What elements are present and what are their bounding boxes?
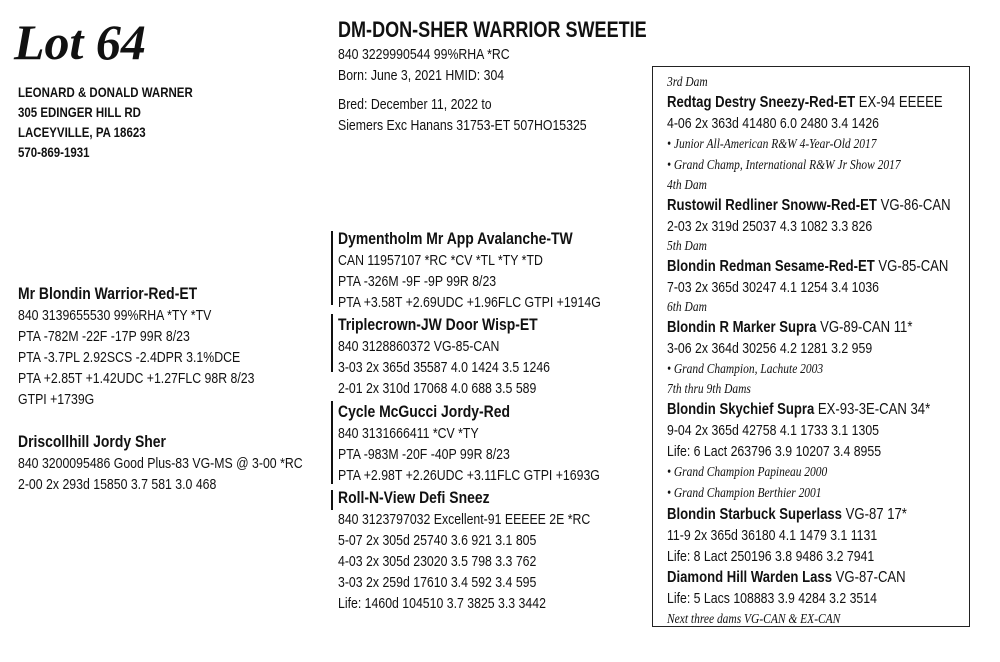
- dam7-class: EX-93-3E-CAN 34*: [817, 401, 931, 418]
- cow-bred-line2: Siemers Exc Hanans 31753-ET 507HO15325: [338, 117, 587, 134]
- owner-address1: 305 EDINGER HILL RD: [18, 104, 141, 120]
- dam8-heading: [667, 504, 951, 525]
- dam3-label: 3rd Dam: [667, 75, 708, 90]
- dam7-life: Life: 6 Lact 263796 3.9 10207 3.4 8955: [667, 443, 882, 460]
- cow-name: DM-DON-SHER WARRIOR SWEETIE: [338, 17, 647, 42]
- cow-id-line: 840 3229990544 99%RHA *RC: [338, 46, 510, 63]
- dam7-name: Blondin Skychief Supra: [667, 401, 815, 418]
- dam7-record: 9-04 2x 365d 42758 4.1 1733 3.1 1305: [667, 422, 880, 439]
- dam7-heading: [667, 399, 951, 420]
- dam-name: Driscollhill Jordy Sher: [18, 432, 166, 451]
- dam5-name: Blondin Redman Sesame-Red-ET: [667, 258, 875, 275]
- dam-dam-line: 4-03 2x 305d 23020 3.5 798 3.3 762: [338, 553, 537, 570]
- dam-block: [18, 431, 303, 495]
- sire-line: PTA -3.7PL 2.92SCS -2.4DPR 3.1%DCE: [18, 349, 241, 366]
- sire-dam-line: 3-03 2x 365d 35587 4.0 1424 3.5 1246: [338, 359, 551, 376]
- sire-sire-line: PTA +3.58T +2.69UDC +1.96FLC GTPI +1914G: [338, 294, 601, 311]
- sire-sire-line: PTA -326M -9F -9P 99R 8/23: [338, 273, 497, 290]
- sire-sire-line: CAN 11957107 *RC *CV *TL *TY *TD: [338, 252, 543, 269]
- maternal-line-box: [652, 66, 970, 627]
- dam9-class: VG-87-CAN: [835, 569, 906, 586]
- dam6-name: Blondin R Marker Supra: [667, 319, 817, 336]
- sire-line: 840 3139655530 99%RHA *TY *TV: [18, 307, 212, 324]
- owner-block: [18, 82, 193, 162]
- dam-dam-line: 840 3123797032 Excellent-91 EEEEE 2E *RC: [338, 511, 591, 528]
- dam-sire-line: 840 3131666411 *CV *TY: [338, 425, 479, 442]
- dam5-heading: [667, 256, 951, 277]
- cow-header: [338, 16, 647, 136]
- sire-line: GTPI +1739G: [18, 391, 95, 408]
- sire-dam-line: 2-01 2x 310d 17068 4.0 688 3.5 589: [338, 380, 537, 397]
- dam6-class: VG-89-CAN 11*: [820, 319, 913, 336]
- dam-dam-block: [338, 487, 590, 614]
- sire-line: PTA +2.85T +1.42UDC +1.27FLC 98R 8/23: [18, 370, 255, 387]
- dam-dam-line: 5-07 2x 305d 25740 3.6 921 3.1 805: [338, 532, 537, 549]
- sire-sire-block: [338, 228, 601, 313]
- dam7-note: • Grand Champion Berthier 2001: [667, 486, 822, 501]
- bracket-line: [331, 231, 333, 305]
- dam7-9-label: 7th thru 9th Dams: [667, 382, 751, 397]
- sire-block: [18, 283, 254, 410]
- dam-sire-line: PTA +2.98T +2.26UDC +3.11FLC GTPI +1693G: [338, 467, 600, 484]
- bracket-line: [331, 314, 333, 372]
- sire-dam-line: 840 3128860372 VG-85-CAN: [338, 338, 500, 355]
- sire-line: PTA -782M -22F -17P 99R 8/23: [18, 328, 190, 345]
- dam5-label: 5th Dam: [667, 239, 707, 254]
- cow-born-line: Born: June 3, 2021 HMID: 304: [338, 67, 505, 84]
- dam3-note: • Junior All-American R&W 4-Year-Old 2017: [667, 137, 877, 152]
- sire-sire-name: Dymentholm Mr App Avalanche-TW: [338, 229, 573, 248]
- dam8-record: 11-9 2x 365d 36180 4.1 1479 3.1 1131: [667, 527, 878, 544]
- owner-name: LEONARD & DONALD WARNER: [18, 84, 193, 100]
- sire-dam-block: [338, 314, 550, 399]
- dam-dam-line: Life: 1460d 104510 3.7 3825 3.3 3442: [338, 595, 546, 612]
- cow-bred-line1: Bred: December 11, 2022 to: [338, 96, 492, 113]
- dam4-class: VG-86-CAN: [880, 197, 951, 214]
- dam4-name: Rustowil Redliner Snoww-Red-ET: [667, 197, 877, 214]
- dam-dam-name: Roll-N-View Defi Sneez: [338, 488, 490, 507]
- dam6-note: • Grand Champion, Lachute 2003: [667, 362, 824, 377]
- dam3-note: • Grand Champ, International R&W Jr Show 2017: [667, 158, 901, 173]
- box-footer: Next three dams VG-CAN & EX-CAN: [667, 612, 841, 627]
- bracket-line: [331, 401, 333, 484]
- dam3-heading: [667, 92, 951, 113]
- dam6-label: 6th Dam: [667, 300, 707, 315]
- maternal-line-content: [667, 73, 951, 630]
- dam3-class: EX-94 EEEEE: [858, 94, 943, 111]
- dam8-class: VG-87 17*: [845, 506, 907, 523]
- owner-phone: 570-869-1931: [18, 144, 90, 160]
- dam5-record: 7-03 2x 365d 30247 4.1 1254 3.4 1036: [667, 279, 880, 296]
- dam9-life: Life: 5 Lacs 108883 3.9 4284 3.2 3514: [667, 590, 877, 607]
- dam4-heading: [667, 195, 951, 216]
- dam8-name: Blondin Starbuck Superlass: [667, 506, 842, 523]
- sire-name: Mr Blondin Warrior-Red-ET: [18, 284, 198, 303]
- dam-sire-block: [338, 401, 600, 486]
- lot-number: Lot 64: [14, 14, 146, 70]
- dam6-heading: [667, 317, 951, 338]
- dam6-record: 3-06 2x 364d 30256 4.2 1281 3.2 959: [667, 340, 873, 357]
- dam9-name: Diamond Hill Warden Lass: [667, 569, 832, 586]
- bracket-line: [331, 490, 333, 510]
- dam4-label: 4th Dam: [667, 178, 707, 193]
- dam-dam-line: 3-03 2x 259d 17610 3.4 592 3.4 595: [338, 574, 537, 591]
- dam-sire-line: PTA -983M -20F -40P 99R 8/23: [338, 446, 510, 463]
- dam-line: 2-00 2x 293d 15850 3.7 581 3.0 468: [18, 476, 217, 493]
- dam3-record: 4-06 2x 363d 41480 6.0 2480 3.4 1426: [667, 115, 880, 132]
- dam5-class: VG-85-CAN: [878, 258, 949, 275]
- dam4-record: 2-03 2x 319d 25037 4.3 1082 3.3 826: [667, 218, 873, 235]
- dam3-name: Redtag Destry Sneezy-Red-ET: [667, 94, 856, 111]
- sire-dam-name: Triplecrown-JW Door Wisp-ET: [338, 315, 538, 334]
- dam7-note: • Grand Champion Papineau 2000: [667, 465, 828, 480]
- owner-address2: LACEYVILLE, PA 18623: [18, 124, 146, 140]
- dam-line: 840 3200095486 Good Plus-83 VG-MS @ 3-00 *RC: [18, 455, 303, 472]
- dam9-heading: [667, 567, 951, 588]
- dam8-life: Life: 8 Lact 250196 3.8 9486 3.2 7941: [667, 548, 875, 565]
- dam-sire-name: Cycle McGucci Jordy-Red: [338, 402, 510, 421]
